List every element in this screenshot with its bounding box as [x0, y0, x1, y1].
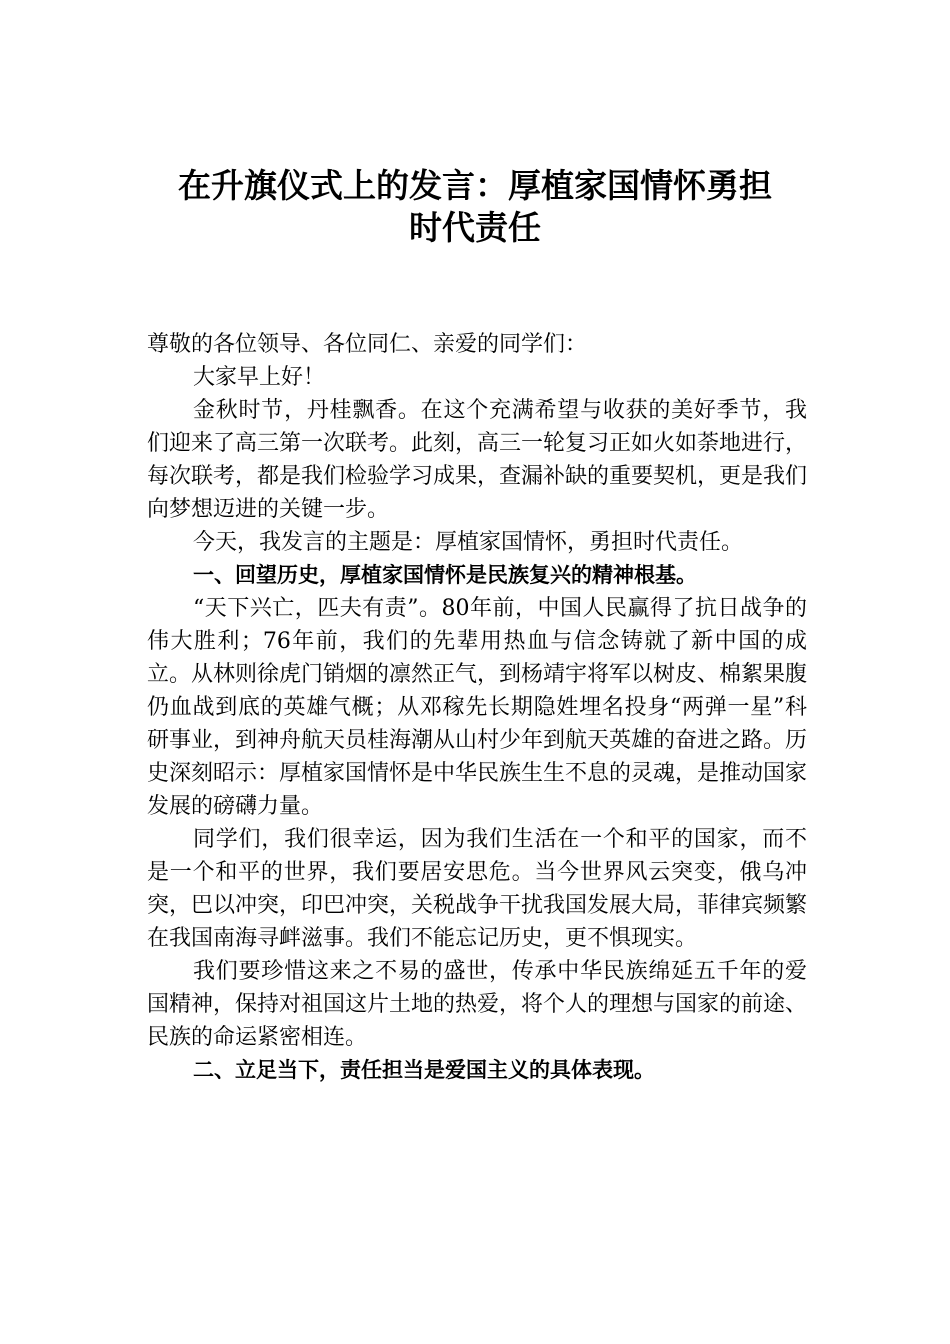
document-title-line-1: 在升旗仪式上的发言：厚植家国情怀勇担: [178, 166, 772, 205]
section-heading-1: 一、回望历史，厚植家国情怀是民族复兴的精神根基。: [193, 563, 697, 587]
section-heading-2: 二、立足当下，责任担当是爱国主义的具体表现。: [193, 1058, 655, 1082]
paragraph-peace: 同学们，我们很幸运，因为我们生活在一个和平的国家，而不是一个和平的世界，我们要居安思危。当今世界风云突变，俄乌冲突，巴以冲突，印巴冲突，关税战争干扰我国发展大局，菲律宾频繁在我国南海寻衅滋事。我们不能忘记历史，更不惧现实。: [147, 827, 808, 951]
salutation: 尊敬的各位领导、各位同仁、亲爱的同学们：: [147, 332, 588, 357]
paragraph-intro: 金秋时节，丹桂飘香。在这个充满希望与收获的美好季节，我们迎来了高三第一次联考。此刻，高三一轮复习正如火如荼地进行，每次联考，都是我们检验学习成果，查漏补缺的重要契机，更是我们向梦想迈进的关键一步。: [147, 398, 808, 522]
document-title-line-2: 时代责任: [409, 208, 541, 247]
greeting: 大家早上好！: [193, 365, 326, 390]
paragraph-history: “天下兴亡，匹夫有责”。80年前，中国人民赢得了抗日战争的伟大胜利；76年前，我们的先辈用热血与信念铸就了新中国的成立。从林则徐虎门销烟的凛然正气，到杨靖宇将军以树皮、棉絮果腹仍血战到底的英雄气概；从邓稼先长期隐姓埋名投身“两弹一星”科研事业，到神舟航天员桂海潮从山村少年到航天英雄的奋进之路。历史深刻昭示：厚植家国情怀是中华民族生生不息的灵魂，是推动国家发展的磅礴力量。: [147, 596, 808, 819]
document-body: [147, 328, 807, 1087]
paragraph-theme: 今天，我发言的主题是：厚植家国情怀，勇担时代责任。: [193, 530, 744, 555]
paragraph-cherish: 我们要珍惜这来之不易的盛世，传承中华民族绵延五千年的爱国精神，保持对祖国这片土地的热爱，将个人的理想与国家的前途、民族的命运紧密相连。: [147, 959, 808, 1050]
